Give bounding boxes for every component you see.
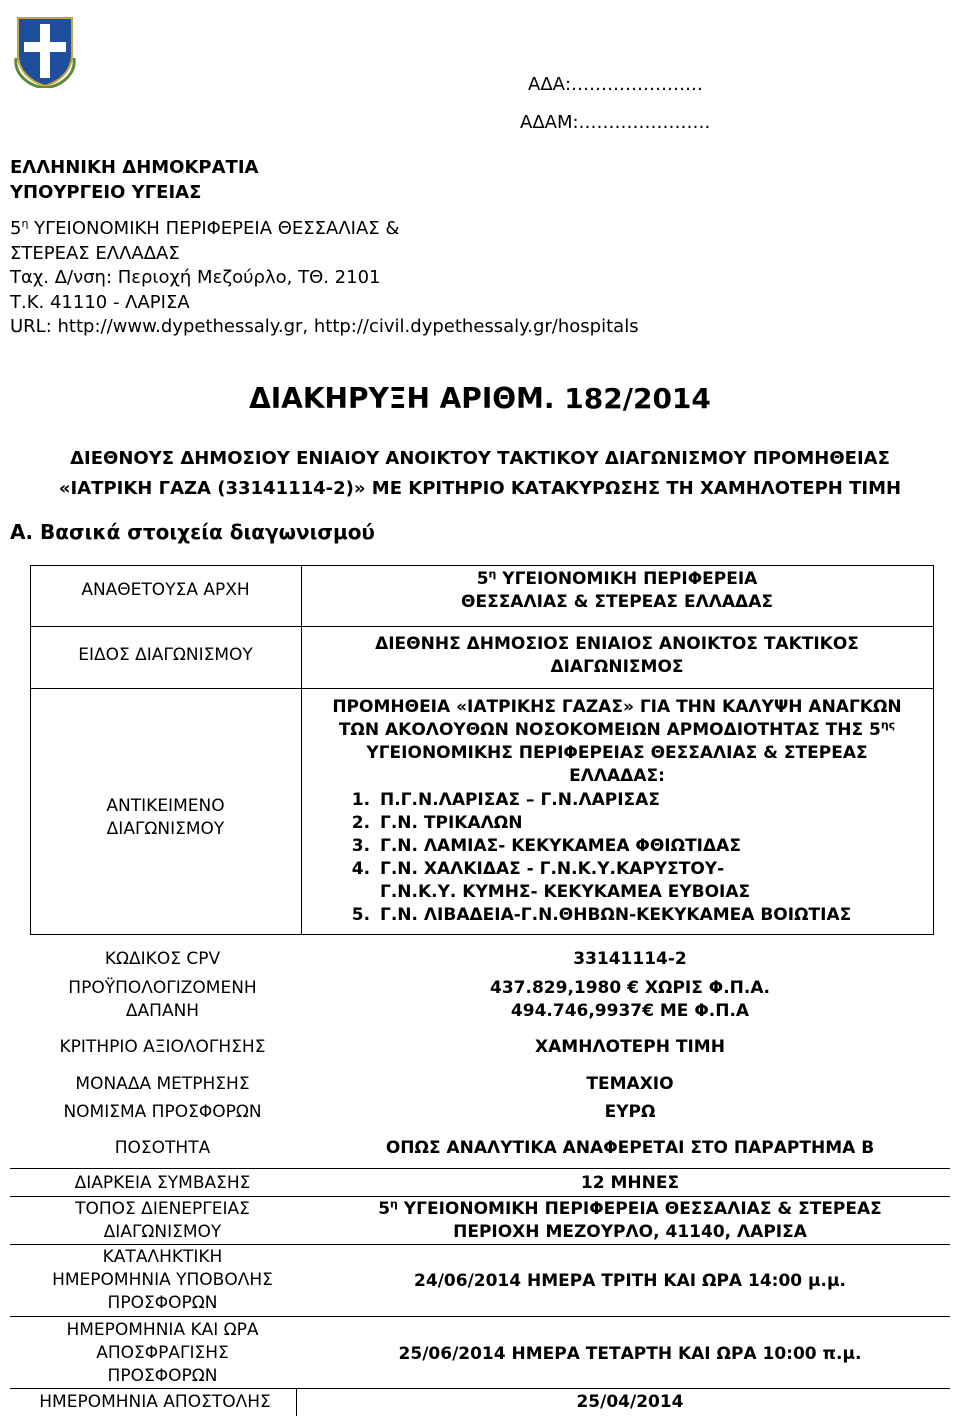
sent-date-label: ΗΜΕΡΟΜΗΝΙΑ ΑΠΟΣΤΟΛΗΣ [39, 1392, 271, 1412]
contracting-authority-value: $5^\eta$ ΥΓΕΙΟΝΟΜΙΚΗ ΠΕΡΙΦΕΡΕΙΑ ΘΕΣΣΑΛΙΑΣ & ΣΤΕΡΕΑΣ ΕΛΛΑΔΑΣ [461, 567, 773, 612]
authority-line: ΕΛΛΗΝΙΚΗ ΔΗΜΟΚΡΑΤΙΑ [10, 157, 259, 178]
page-title: ΔΙΑΚΗΡΥΞΗ ΑΡΙΘΜ. 182/2014 [249, 382, 711, 415]
duration-label: ΔΙΑΡΚΕΙΑ ΣΥΜΒΑΣΗΣ [74, 1173, 251, 1193]
tender-subject-value: ΠΡΟΜΗΘΕΙΑ «ΙΑΤΡΙΚΗΣ ΓΑΖΑΣ» ΓΙΑ ΤΗΝ ΚΑΛΥΨΗ ΑΝΑΓΚΩΝ ΤΩΝ ΑΚΟΛΟΥΘΩΝ ΝΟΣΟΚΟΜΕΙΩΝ ΑΡΜΟΔΙΟΤΗΤΑΣ ΤΗΣ $5^{\eta\varsigma}$ ΥΓΕΙΟΝΟΜΙΚΗΣ ΠΕΡΙΦΕΡΕΙΑΣ ΘΕΣΣΑΛΙΑΣ & ΣΤΕΡΕΑΣ ΕΛΛΑΔΑΣ: [332, 697, 902, 786]
tender-type-value: ΔΙΕΘΝΗΣ ΔΗΜΟΣΙΟΣ ΕΝΙΑΙΟΣ ΑΝΟΙΚΤΟΣ ΤΑΚΤΙΚΟΣ ΔΙΑΓΩΝΙΣΜΟΣ [375, 634, 859, 677]
currency-label: ΝΟΜΙΣΜΑ ΠΡΟΣΦΟΡΩΝ [63, 1102, 262, 1122]
opening-value: 25/06/2014 ΗΜΕΡΑ ΤΕΤΑΡΤΗ ΚΑΙ ΩΡΑ 10:00 π.μ. [398, 1344, 862, 1364]
unit-label: ΜΟΝΑΔΑ ΜΕΤΡΗΣΗΣ [75, 1074, 250, 1094]
hospital-list [340, 789, 851, 927]
unit-value: ΤΕΜΑΧΙΟ [586, 1074, 674, 1094]
authority-address: Ταχ. Δ/νση: Περιοχή Μεζούρλο, ΤΘ. 2101 [10, 267, 381, 288]
authority-line: ΥΠΟΥΡΓΕΙΟ ΥΓΕΙΑΣ [10, 181, 202, 203]
list-item: 5. Γ.Ν. ΛΙΒΑΔΕΙΑ-Γ.Ν.ΘΗΒΩΝ-ΚΕΚΥΚΑΜΕΑ ΒΟΙΩΤΙΑΣ [376, 904, 851, 927]
contracting-authority-label: ΑΝΑΘΕΤΟΥΣΑ ΑΡΧΗ [81, 580, 250, 600]
list-item: 1. Π.Γ.Ν.ΛΑΡΙΣΑΣ – Γ.Ν.ΛΑΡΙΣΑΣ [376, 789, 851, 812]
deadline-label: ΚΑΤΑΛΗΚΤΙΚΗ ΗΜΕΡΟΜΗΝΙΑ ΥΠΟΒΟΛΗΣ ΠΡΟΣΦΟΡΩΝ [52, 1247, 273, 1313]
reference-codes [520, 66, 710, 142]
budget-label: ΠΡΟΫΠΟΛΟΓΙΖΟΜΕΝΗ ΔΑΠΑΝΗ [68, 978, 257, 1021]
cpv-label: ΚΩΔΙΚΟΣ CPV [104, 949, 221, 969]
tender-type-label: ΕΙΔΟΣ ΔΙΑΓΩΝΙΣΜΟΥ [78, 645, 253, 665]
ada-code: ΑΔΑ:…………………. [528, 74, 703, 95]
subtitle-line: «ΙΑΤΡΙΚΗ ΓΑΖΑ (33141114-2)» ΜΕ ΚΡΙΤΗΡΙΟ ΚΑΤΑΚΥΡΩΣΗΣ ΤΗ ΧΑΜΗΛΟΤΕΡΗ ΤΙΜΗ [58, 478, 902, 499]
currency-value: ΕΥΡΩ [604, 1102, 656, 1122]
list-item: 2. Γ.Ν. ΤΡΙΚΑΛΩΝ [376, 812, 851, 835]
quantity-value: ΟΠΩΣ ΑΝΑΛΥΤΙΚΑ ΑΝΑΦΕΡΕΤΑΙ ΣΤΟ ΠΑΡΑΡΤΗΜΑ Β [385, 1138, 875, 1158]
greek-coat-of-arms-icon [14, 14, 76, 88]
tender-basic-table [30, 565, 934, 935]
place-value: $5^\eta$ ΥΓΕΙΟΝΟΜΙΚΗ ΠΕΡΙΦΕΡΕΙΑ ΘΕΣΣΑΛΙΑΣ & ΣΤΕΡΕΑΣ ΠΕΡΙΟΧΗ ΜΕΖΟΥΡΛΟ, 41140, ΛΑΡΙΣΑ [378, 1197, 882, 1242]
cpv-value: 33141114-2 [573, 949, 687, 969]
deadline-value: 24/06/2014 ΗΜΕΡΑ ΤΡΙΤΗ ΚΑΙ ΩΡΑ 14:00 μ.μ. [414, 1271, 846, 1291]
duration-value: 12 ΜΗΝΕΣ [580, 1173, 680, 1193]
authority-block [10, 156, 639, 340]
list-item: 4. Γ.Ν. ΧΑΛΚΙΔΑΣ - Γ.Ν.Κ.Υ.ΚΑΡΥΣΤΟΥ- Γ.Ν.Κ.Υ. ΚΥΜΗΣ- ΚΕΚΥΚΑΜΕΑ ΕΥΒΟΙΑΣ [376, 858, 851, 904]
authority-line: $5^\eta$ ΥΓΕΙΟΝΟΜΙΚΗ ΠΕΡΙΦΕΡΕΙΑ ΘΕΣΣΑΛΙΑΣ & [10, 217, 400, 239]
criterion-label: ΚΡΙΤΗΡΙΟ ΑΞΙΟΛΟΓΗΣΗΣ [59, 1037, 266, 1057]
sent-date-value: 25/04/2014 [576, 1392, 684, 1412]
opening-label: ΗΜΕΡΟΜΗΝΙΑ ΚΑΙ ΩΡΑ ΑΠΟΣΦΡΑΓΙΣΗΣ ΠΡΟΣΦΟΡΩΝ [66, 1320, 259, 1386]
authority-url: URL: http://www.dypethessaly.gr, http://civil.dypethessaly.gr/hospitals [10, 316, 639, 337]
subtitle-line: ΔΙΕΘΝΟΥΣ ΔΗΜΟΣΙΟΥ ΕΝΙΑΙΟΥ ΑΝΟΙΚΤΟΥ ΤΑΚΤΙΚΟΥ ΔΙΑΓΩΝΙΣΜΟΥ ΠΡΟΜΗΘΕΙΑΣ [70, 448, 890, 469]
adam-code: ΑΔΑΜ:…………………. [520, 112, 711, 133]
quantity-label: ΠΟΣΟΤΗΤΑ [114, 1138, 211, 1158]
budget-value: 437.829,1980 € ΧΩΡΙΣ Φ.Π.Α. 494.746,9937€ ΜΕ Φ.Π.Α [490, 978, 770, 1021]
criterion-value: ΧΑΜΗΛΟΤΕΡΗ ΤΙΜΗ [535, 1037, 725, 1057]
list-item: 3. Γ.Ν. ΛΑΜΙΑΣ- ΚΕΚΥΚΑΜΕΑ ΦΘΙΩΤΙΔΑΣ [376, 835, 851, 858]
authority-postal: Τ.Κ. 41110 - ΛΑΡΙΣΑ [10, 291, 190, 313]
place-label: ΤΟΠΟΣ ΔΙΕΝΕΡΓΕΙΑΣ ΔΙΑΓΩΝΙΣΜΟΥ [75, 1199, 250, 1242]
authority-line: ΣΤΕΡΕΑΣ ΕΛΛΑΔΑΣ [10, 242, 180, 264]
page-subtitle [10, 444, 950, 504]
section-title: Α. Βασικά στοιχεία διαγωνισμού [10, 520, 375, 544]
tender-subject-label: ΑΝΤΙΚΕΙΜΕΝΟ ΔΙΑΓΩΝΙΣΜΟΥ [106, 796, 225, 839]
